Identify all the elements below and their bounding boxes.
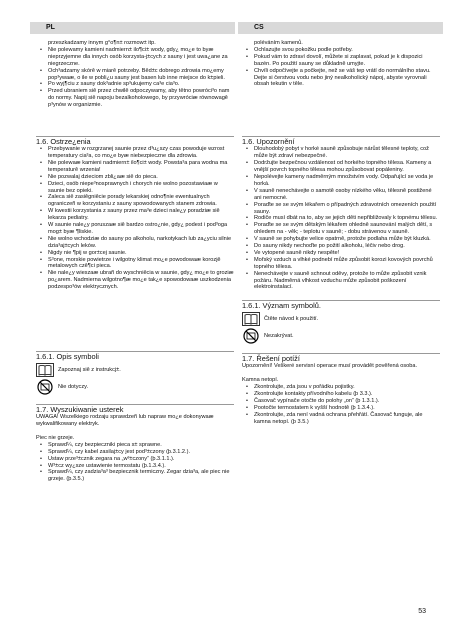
symbol-label: Nezakrývat.	[264, 332, 294, 339]
list-item: • Po wyj¶ciu z sauny dok³adnie sp³ukujemy ca³e cia³o.	[48, 81, 234, 88]
polish-column	[36, 40, 234, 483]
list-item: • Časovač vypínače otočte do polohy „on“ (þ 1.3.1.).	[254, 398, 440, 405]
symbol-row-do-not-cover	[242, 328, 440, 344]
no-cover-icon	[36, 379, 54, 395]
list-item: • Nie nale¿y wieszaæ ubrañ do wyschniêcia w saunie, gdy¿ mo¿e to groziæ po¿arem. Nadmierna wilgotno¶æ mo¿e tak¿e spowodowaæ uszkodzenia podzespo³ów elektrycznych.	[48, 270, 234, 291]
symbol-label: Zapoznaj siê z instrukcj±.	[58, 366, 121, 373]
intro-continuation: przeszkadzamy innym g°o¶n± rozmow± itp.	[48, 40, 156, 46]
list-item: • W³±cz wy¿sze ustawienie termostatu (þ.1.3.4.).	[48, 463, 234, 470]
list-item: • Pokud vám to zdraví dovolí, můžete si zaplavat, pokud je k dispozici bazén. Po použití sauny se důkladně umyjte.	[254, 54, 440, 68]
list-item: • Nie pozwalaj dzieciom zbli¿aæ siê do pieca.	[48, 174, 234, 181]
section-title-symbols: 1.6.1. Opis symboli	[36, 352, 99, 362]
czech-column	[242, 40, 440, 426]
section-title-warnings: 1.6. Upozornění	[242, 137, 295, 147]
section-title-troubleshooting: 1.7. Řešení potíží	[242, 354, 300, 364]
list-item: • V sauně se pohybujte velice opatrně, protože podlaha může být kluzká.	[254, 236, 440, 243]
intro-continuation: poléváním kamenů.	[254, 40, 303, 46]
list-item: • Sprawd¼, czy zadzia³a³ bezpiecznik termiczny. Zegar dzia³a, ale piec nie grzeje. (þ.3.5.)	[48, 469, 234, 483]
warnings-list	[242, 146, 440, 291]
troubleshooting-list	[242, 384, 440, 425]
list-item: • Zaleca siê zasiêgniêcie porady lekarskiej odno¶nie ewentualnych ograniczeñ w korzystaniu z sauny spowodowanych stanem zdrowia.	[48, 194, 234, 208]
list-item: • W saunie nale¿y poruszaæ siê bardzo ostro¿nie, gdy¿ podest i pod³oga mog± byæ ¶liskie.	[48, 222, 234, 236]
intro-list	[36, 47, 234, 109]
no-cover-icon	[242, 328, 260, 344]
language-tab-cs	[238, 22, 443, 34]
list-item: • Zkontrolujte, zda jsou v pořádku pojistky.	[254, 384, 440, 391]
troubleshooting-intro: UWAGA! Wszelkiego rodzaju sprawdzeñ lub napraw mo¿e dokonywaæ wykwalifikowany elektryk.	[36, 414, 214, 427]
list-item: • Nigdy nie ¶pij w gor±cej saunie.	[48, 250, 234, 257]
section-title-warnings: 1.6. Ostrze¿enia	[36, 137, 91, 147]
list-item: • Dodržujte bezpečnou vzdálenost od horkého topného tělesa. Kameny a vnější povrch topného tělesa mohou způsobovat popáleniny.	[254, 160, 440, 174]
list-item: • Chvíli odpočívejte a počkejte, než se váš tep vrátí do normálního stavu. Dejte si čerstvou vodu nebo jiný nealkoholický nápoj, abyste vyrovnali obsah tekutin v těle.	[254, 68, 440, 89]
list-item: • Sprawd¼, czy bezpieczniki pieca s± sprawne.	[48, 442, 234, 449]
list-item: • S³one, morskie powietrze i wilgotny klimat mo¿e powodowaæ korozjê metalowych czê¶ci pieca.	[48, 257, 234, 271]
symbol-label: Čtěte návod k použití.	[264, 315, 319, 322]
intro-list	[242, 47, 440, 88]
list-item: • Sprawd¼, czy kabel zasilaj±cy jest pod³±czony (þ.3.1.2.).	[48, 449, 234, 456]
list-item: • Pootočte termostatem k vyšší hodnotě (þ 1.3.4.).	[254, 405, 440, 412]
list-item: • W kwestii korzystania z sauny przez ma³e dzieci nale¿y poradziæ siê lekarza pediatry.	[48, 208, 234, 222]
warnings-list	[36, 146, 234, 291]
language-tab-pl	[30, 22, 235, 34]
troubleshooting-list	[36, 442, 234, 483]
list-item: • Poraďte se se svým lékařem o případných zdravotních omezeních použití sauny.	[254, 202, 440, 216]
troubleshooting-subheading: Kamna netopí.	[242, 377, 279, 384]
section-title-symbols: 1.6.1. Význam symbolů.	[242, 301, 321, 311]
symbol-row-read-manual	[36, 363, 234, 377]
troubleshooting-intro: Upozornění! Veškeré servisní operace musí provádět pověřená osoba.	[242, 363, 418, 370]
list-item: • Ustaw prze³±cznik zegara na „w³±czony” (þ.3.1.1.).	[48, 456, 234, 463]
list-item: • Och³adzamy skórê w miarê potrzeby. Bêd±c dobrego zdrowia mo¿emy pop³ywaæ, o ile w pobli¿u sauny jest basen lub inne miejsce do k±pieli.	[48, 68, 234, 82]
troubleshooting-subheading: Piec nie grzeje.	[36, 434, 75, 441]
list-item: • Ochlazujte svou pokožku podle potřeby.	[254, 47, 440, 54]
list-item: • Zkontrolujte kontakty přívodního kabelu (þ 3.3.).	[254, 391, 440, 398]
list-item: • Poraďte se se svým dětským lékařem ohledně saunování malých dětí, s ohledem na - věk; - teplotu v sauně; - dobu strávenou v sauně.	[254, 222, 440, 236]
list-item: • Nie polewaæ kamieni nadmiern± ilo¶ci± wody. Powsta³a para wodna ma temperaturê wrzenia!	[48, 160, 234, 174]
list-item: • Dlouhodobý pobyt v horké sauně způsobuje nárůst tělesné teploty, což může být zdraví nebezpečné.	[254, 146, 440, 160]
symbol-row-do-not-cover	[36, 379, 234, 395]
list-item: • Zkontrolujte, zda není vadná ochrana přehřátí. Časovač funguje, ale kamna netopí. (þ 3.5.)	[254, 412, 440, 426]
list-item: • V sauně nenechávejte o samotě osoby nízkého věku, tělesně postižené ani nemocné.	[254, 188, 440, 202]
symbol-label: Nie dotyczy.	[58, 383, 89, 390]
list-item: • Rodiče musí dbát na to, aby se jejich děti nepřibližovaly k topnému tělesu.	[254, 215, 440, 222]
book-icon	[36, 363, 54, 377]
list-item: • Nie polewamy kamieni nadmiern± ilo¶ci± wody, gdy¿ mo¿e to byæ nieprzyjemne dla innych osób korzysta-j±cych z sauny i jest uwa¿ane za niegrzeczne.	[48, 47, 234, 68]
language-code: PL	[46, 24, 55, 31]
page-number: 53	[418, 608, 426, 615]
list-item: • Mořský vzduch a vlhké podnebí může způsobit korozi kovových povrchů topného tělesa.	[254, 257, 440, 271]
list-item: • Ve vytopené sauně nikdy nespěte!	[254, 250, 440, 257]
list-item: • Do sauny nikdy nechoďte po požití alkoholu, léčiv nebo drog.	[254, 243, 440, 250]
language-code: CS	[254, 24, 264, 31]
symbol-row-read-manual	[242, 312, 440, 326]
list-item: • Nie wolno wchodziæ do sauny po alkoholu, narkotykach lub za¿yciu silnie dzia³aj±cych leków.	[48, 236, 234, 250]
list-item: • Nenechávejte v sauně schnout oděvy, protože to může způsobit vznik požáru. Nadměrná vlhkost vzduchu může způsobit poškození elektroinstalací.	[254, 271, 440, 292]
list-item: • Dzieci, osób niepe³nosprawnych i chorych nie wolno pozostawiaæ w saunie bez opieki.	[48, 181, 234, 195]
section-title-troubleshooting: 1.7. Wyszukiwanie usterek	[36, 405, 124, 415]
list-item: • Przed ubraniem siê przez chwilê odpoczywamy, aby têtno powróci³o nam do normy. Napij siê napoju bezalkoholowego, by przywróciæ równowagê p³ynów w organizmie.	[48, 88, 234, 109]
list-item: • Przebywanie w rozgrzanej saunie przez d³u¿szy czas powoduje wzrost temperatury cia³a, co mo¿e byæ niebezpieczne dla zdrowia.	[48, 146, 234, 160]
book-icon	[242, 312, 260, 326]
list-item: • Nepolévejte kameny nadměrným množstvím vody. Odpařující se voda je horká.	[254, 174, 440, 188]
